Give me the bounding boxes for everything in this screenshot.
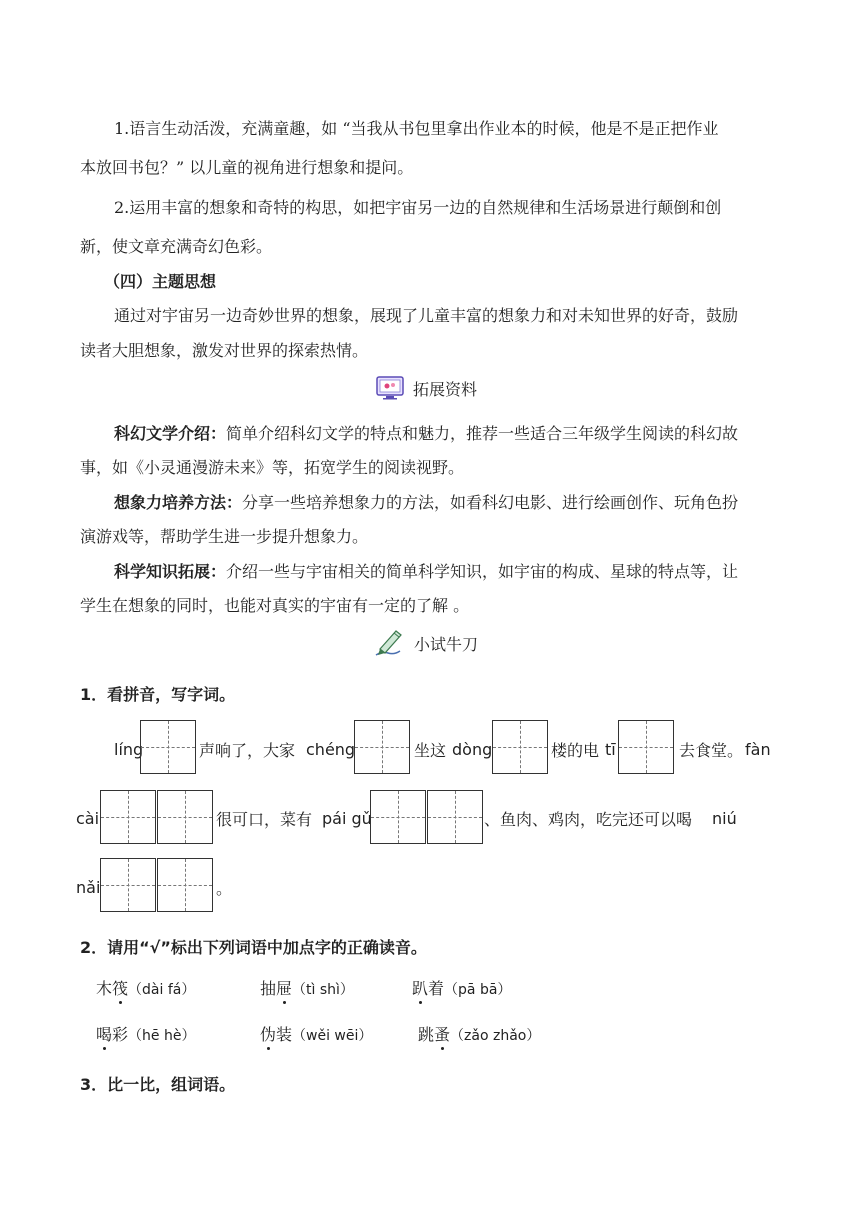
extension-item-label: 科学知识拓展： xyxy=(114,562,227,581)
dotted-char: 喝 xyxy=(96,1025,113,1044)
pinyin-options[interactable]: （pā bā） xyxy=(444,982,512,998)
pinyin-ti: tī xyxy=(605,740,616,759)
dotted-char: 伪 xyxy=(260,1025,277,1044)
sentence-text: 声响了，大家 xyxy=(199,741,296,760)
monitor-icon xyxy=(375,375,405,401)
sentence-text: 坐这 xyxy=(414,741,447,760)
practice-title: 小试牛刀 xyxy=(414,634,479,654)
theme-line-1: 通过对宇宙另一边奇妙世界的想象，展现了儿童丰富的想象力和对未知世界的好奇，鼓励 xyxy=(114,306,739,325)
extension-item-label: 想象力培养方法： xyxy=(114,493,243,512)
pinyin-cai: cài xyxy=(76,809,100,828)
pinyin-options[interactable]: （wěi wēi） xyxy=(292,1028,373,1044)
extension-item-text: 简单介绍科幻文学的特点和魅力，推荐一些适合三年级学生阅读的科幻故 xyxy=(226,424,739,443)
question-1-title: 1．看拼音，写字词。 xyxy=(80,685,236,704)
question-3-title: 3．比一比，组词语。 xyxy=(80,1075,236,1094)
extension-section-title xyxy=(375,375,477,401)
pinyin-options[interactable]: （dài fá） xyxy=(128,982,196,998)
extension-item-text: 分享一些培养想象力的方法，如看科幻电影、进行绘画创作、玩角色扮 xyxy=(242,493,739,512)
dotted-char: 蚤 xyxy=(434,1025,451,1044)
extension-item-1-line-1 xyxy=(114,424,738,444)
feature-1-line-1: 1.语言生动活泼，充满童趣，如 “当我从书包里拿出作业本的时候，他是不是正把作业 xyxy=(114,119,719,138)
word-part: 跳 xyxy=(418,1025,435,1044)
extension-item-text: 介绍一些与宇宙相关的简单科学知识，如宇宙的构成、星球的特点等，让 xyxy=(226,562,739,581)
dotted-char: 筏 xyxy=(112,979,129,998)
extension-item-3-line-2: 学生在想象的同时，也能对真实的宇宙有一定的了解 。 xyxy=(80,596,470,615)
writing-cell[interactable] xyxy=(354,720,410,774)
dotted-char: 屉 xyxy=(276,979,293,998)
word-part: 彩 xyxy=(112,1025,129,1044)
sentence-text: 、鱼肉、鸡肉，吃完还可以喝 xyxy=(484,810,693,829)
pinyin-fan: fàn xyxy=(745,740,771,759)
pinyin-options[interactable]: （tì shì） xyxy=(292,982,354,998)
reading-item xyxy=(260,976,354,999)
extension-item-1-line-2: 事，如《小灵通漫游未来》等，拓宽学生的阅读视野。 xyxy=(80,458,465,477)
word-part: 装 xyxy=(276,1025,293,1044)
feature-1-line-2: 本放回书包？” 以儿童的视角进行想象和提问。 xyxy=(80,158,414,177)
feature-2-line-2: 新，使文章充满奇幻色彩。 xyxy=(80,237,273,256)
pinyin-ling: líng xyxy=(114,740,144,759)
writing-cell[interactable] xyxy=(100,858,156,912)
writing-cell[interactable] xyxy=(370,790,426,844)
sentence-text: 。 xyxy=(216,879,233,898)
extension-item-3-line-1 xyxy=(114,562,738,582)
word-part: 木 xyxy=(96,979,113,998)
theme-heading: （四）主题思想 xyxy=(104,272,217,291)
pinyin-niu: niú xyxy=(712,809,737,828)
writing-cell[interactable] xyxy=(140,720,196,774)
pinyin-paigu: pái gǔ xyxy=(322,809,372,828)
writing-cell[interactable] xyxy=(492,720,548,774)
reading-item xyxy=(96,1022,195,1045)
writing-cell[interactable] xyxy=(427,790,483,844)
extension-item-2-line-2: 演游戏等，帮助学生进一步提升想象力。 xyxy=(80,527,369,546)
sentence-text: 去食堂。 xyxy=(679,741,744,760)
extension-title: 拓展资料 xyxy=(413,379,478,399)
practice-section-title xyxy=(372,627,478,659)
word-part: 着 xyxy=(428,979,445,998)
reading-item xyxy=(418,1022,540,1045)
dotted-char: 趴 xyxy=(412,979,429,998)
pinyin-nai: nǎi xyxy=(76,878,101,897)
extension-item-label: 科幻文学介绍： xyxy=(114,424,227,443)
theme-line-2: 读者大胆想象，激发对世界的探索热情。 xyxy=(80,341,369,360)
pinyin-dong: dòng xyxy=(452,740,493,759)
writing-cell[interactable] xyxy=(157,858,213,912)
pinyin-cheng: chéng xyxy=(306,740,356,759)
writing-cell[interactable] xyxy=(618,720,674,774)
extension-item-2-line-1 xyxy=(114,493,738,513)
sentence-text: 楼的电 xyxy=(551,741,600,760)
pinyin-options[interactable]: （hē hè） xyxy=(128,1028,196,1044)
feature-2-line-1: 2.运用丰富的想象和奇特的构思，如把宇宙另一边的自然规律和生活场景进行颠倒和创 xyxy=(114,198,722,217)
word-part: 抽 xyxy=(260,979,277,998)
reading-item xyxy=(260,1022,372,1045)
pen-icon xyxy=(372,627,406,659)
question-2-title: 2．请用“√”标出下列词语中加点字的正确读音。 xyxy=(80,938,427,957)
writing-cell[interactable] xyxy=(157,790,213,844)
reading-item xyxy=(96,976,195,999)
writing-cell[interactable] xyxy=(100,790,156,844)
sentence-text: 很可口，菜有 xyxy=(216,810,313,829)
reading-item xyxy=(412,976,511,999)
pinyin-options[interactable]: （zǎo zhǎo） xyxy=(450,1028,541,1044)
